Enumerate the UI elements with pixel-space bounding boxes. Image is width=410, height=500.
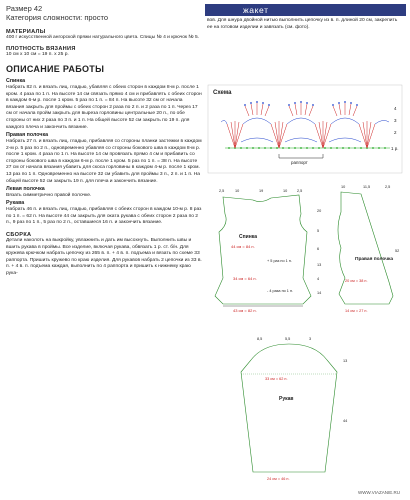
assembly-text: Детали наколоть на выкройку, увлажнить и дать им высохнуть. Выполнить швы и вшить рукава в проймы. Все изделие, включая рукава, обвязать 1 р. ст. б/н. Для кружева крючком набрать цепочку из 265 в. п. + 4 в. п. подъема и вязать по схеме 33 раппорта. Пришить кружево по краю изделия. Для рукавов набрать 2 цепочки из 33 в. п. + 4 в. п. подъема каждая, выполнить по 4 раппорта и пришить к нижнему краю рука-	[6, 238, 202, 277]
back-side-0: 20	[317, 209, 322, 213]
size-line: Размер 42	[6, 4, 43, 13]
back-note-0: + 5 раз по 1 п.	[267, 259, 292, 263]
front-pattern	[338, 185, 399, 313]
assembly-heading: СБОРКА	[6, 232, 32, 239]
back-label: Спинка	[239, 234, 258, 240]
materials-heading: МАТЕРИАЛЫ	[6, 29, 46, 35]
sleeve-pattern	[241, 337, 347, 481]
lace-scheme	[208, 85, 402, 173]
gauge-heading: ПЛОТНОСТЬ ВЯЗАНИЯ	[6, 45, 76, 52]
sleeves-heading: Рукава	[6, 200, 25, 207]
row-number-4: 4	[394, 106, 397, 111]
sleeves-text: Набрать 46 п. и вязать лиц. гладью, прибавляя с обеих сторон в каждом 10-м р. 8 раз по 1 п. = 62 п. На высоте 44 см закрыть для окатa рукава с обеих сторон 2 раза по 2 п., 9 раз по 1 п., 5 раз по 2 п., оставшиеся 16 п. и закончить вязание.	[6, 207, 202, 226]
right-front-heading: Правая полочка	[6, 132, 49, 139]
continuation-text: вов. Для шнура двойной нитью выполнить цепочку из в. п. длиной 20 см, закрепить ее на готовом изделии и завязать (см. фото).	[207, 18, 398, 30]
back-text: Набрать 82 п. и вязать лиц. гладью, убавляя с обеих сторон в каждом 8-м р. после 1 кром. 4 раза по 1 п. На высоте 14 см связать прямо 4 см и прибавлять с обеих сторон в каждом 6-м р. после 1 кром. 5 раз по 1 п. = 84 п. На высоте 32 см от начала вязания закрыть для проймы с обеих сторон 2 раза по 2 п. и 2 раза по 1 п. Через 17 см от начала пройм закрыть для выреза горловины центральные 20 п., по обе стороны от них 2 раза по 3 п. и 1 п. На общей высоте 52 см закрыть по 19 п. для каждого плеча и закончить вязание.	[6, 84, 202, 130]
sleeve-dim-2: 3	[309, 337, 312, 341]
sleeve-width-0: 33 см = 62 п.	[265, 377, 288, 381]
front-width-0: 20 см = 38 п.	[345, 279, 368, 283]
back-note-1: - 4 раза по 1 п.	[267, 289, 294, 293]
right-column	[205, 4, 406, 496]
back-width-2: 43 см = 82 п.	[233, 308, 257, 313]
left-column	[6, 4, 202, 496]
back-side-3: 13	[317, 263, 322, 267]
back-pattern	[215, 189, 321, 313]
sleeve-height-1: 44	[343, 419, 348, 423]
back-dim-3: 10	[283, 189, 288, 193]
watermark: WWW.VIAZANIE.RU	[358, 490, 400, 495]
sleeve-dim-0: 8,5	[257, 337, 263, 341]
left-front-text: Вязать симметрично правой полочке.	[6, 192, 92, 198]
front-dim-2: 2,5	[385, 185, 391, 189]
front-height: 52	[395, 249, 400, 253]
back-heading: Спинка	[6, 78, 26, 85]
row-number-1: 1 р.	[391, 146, 399, 151]
front-dim-0: 10	[341, 185, 346, 189]
gauge-text: 10 см x 10 см = 19 п. x 25 р.	[6, 51, 69, 57]
right-front-text: Набрать 27 п. и вязать лиц. гладью, прибавляя со стороны планки застежки в каждом 2-м р. 5 раз по 2 п., одновременно убавляя со стороны бокового шва в каждом 8-м р. после 1 кром. 4 раза по 1 п. На высоте 14 см провязать прямо 4 см и прибавить со стороны бокового шва в каждом 6-м р. после 1 кром. 5 раз по 1 п. = 38 п. На высоте 27 см от начала вязания убавить для скоса горловины в каждом 4-м р. после 1 кром. 13 раз по 1 п. Одновременно на высоте 32 см убавить для проймы 3 п., 2 п. и 1 п. На общей высоте 52 см закрыть 19 п. для плеча и закончить вязание.	[6, 138, 202, 184]
back-dim-4: 2,5	[297, 189, 303, 193]
back-side-1: 5	[317, 229, 320, 233]
row-number-2: 2	[394, 130, 397, 135]
row-number-3: 3	[394, 118, 397, 123]
back-dim-1: 10	[235, 189, 240, 193]
sleeve-width-1: 24 см = 46 п.	[267, 477, 290, 481]
materials-text: 400 г искусственной ангорской пряжи натурального цвета. Спицы № 4 и крючок № 5.	[6, 35, 200, 40]
back-dim-2: 19	[259, 189, 264, 193]
work-heading: ОПИСАНИЕ РАБОТЫ	[6, 64, 105, 75]
back-width-0: 44 см = 84 п.	[231, 244, 255, 249]
title-banner: жакет	[205, 4, 406, 16]
sleeve-dim-1: 5,5	[285, 337, 291, 341]
sleeve-label: Рукав	[279, 396, 294, 402]
front-width-1: 14 см = 27 п.	[345, 309, 368, 313]
left-front-heading: Левая полочка	[6, 186, 45, 193]
repeat-label: раппорт	[291, 160, 308, 165]
front-label: Правая полочка	[355, 257, 394, 262]
difficulty-line: Категория сложности: просто	[6, 13, 108, 22]
back-side-5: 14	[317, 291, 322, 295]
patterns-svg	[205, 82, 406, 487]
back-side-2: 6	[317, 247, 320, 251]
scheme-label: Схема	[213, 90, 232, 96]
back-width-1: 34 см = 64 п.	[233, 276, 257, 281]
front-dim-1: 11,5	[363, 185, 371, 189]
back-side-4: 4	[317, 277, 320, 281]
sleeve-height-0: 13	[343, 359, 348, 363]
back-dim-0: 2,5	[219, 189, 225, 193]
